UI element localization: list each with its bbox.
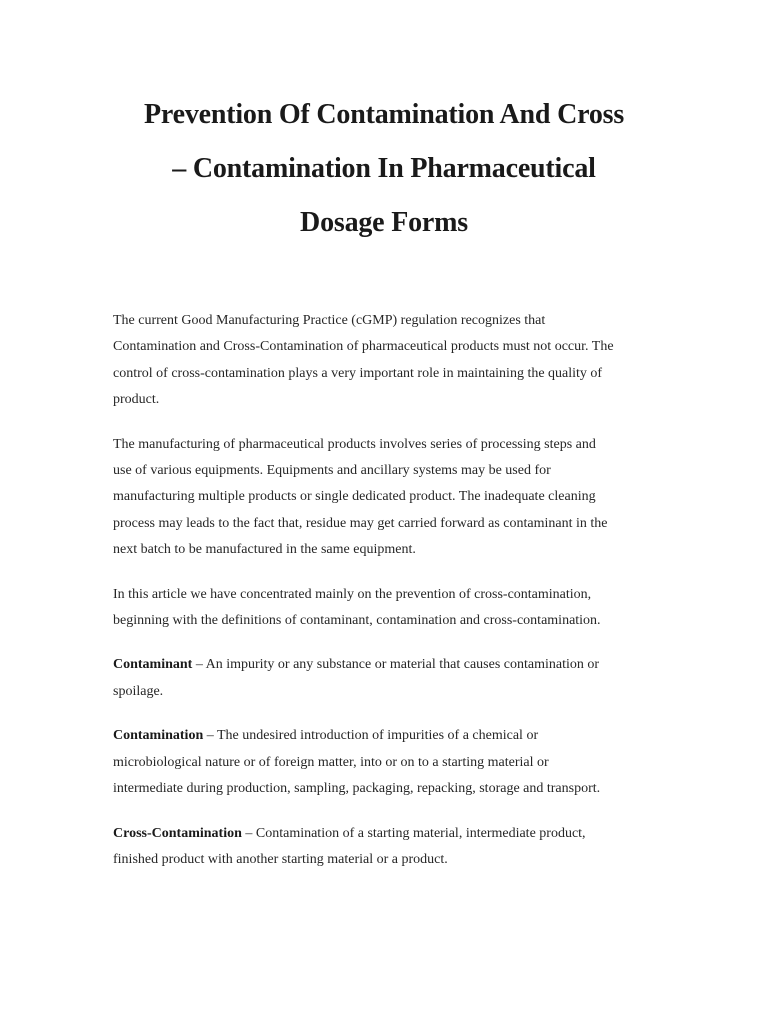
definition-term: Contamination xyxy=(113,728,204,744)
text-line: Contamination and Cross-Contamination of pharmaceutical products must not occur. The xyxy=(113,339,614,355)
text-line: intermediate during production, sampling, packaging, repacking, storage and transport. xyxy=(113,781,601,797)
definition-contamination xyxy=(113,723,661,802)
document-title xyxy=(100,88,668,250)
definition-contaminant xyxy=(113,652,661,705)
text-line: use of various equipments. Equipments and ancillary systems may be used for xyxy=(113,463,551,479)
title-line: Prevention Of Contamination And Cross xyxy=(143,99,625,130)
text-line: The manufacturing of pharmaceutical products involves series of processing steps and xyxy=(113,436,596,452)
text-line: beginning with the definitions of contaminant, contamination and cross-contamination. xyxy=(113,613,601,629)
text-line: The current Good Manufacturing Practice (cGMP) regulation recognizes that xyxy=(113,313,546,328)
text-line: process may leads to the fact that, residue may get carried forward as contaminant in the xyxy=(113,515,608,531)
definition-cross-contamination xyxy=(113,821,661,874)
definition-term: Contaminant xyxy=(113,657,193,673)
text-line xyxy=(113,723,661,749)
text-line xyxy=(113,821,661,847)
text-line: next batch to be manufactured in the same equipment. xyxy=(113,542,416,558)
text-line xyxy=(113,652,661,678)
text-line: spoilage. xyxy=(113,683,164,699)
title-line: – Contamination In Pharmaceutical xyxy=(172,153,596,184)
text-line: control of cross-contamination plays a very important role in maintaining the quality of xyxy=(113,365,603,381)
text-line: manufacturing multiple products or single dedicated product. The inadequate cleaning xyxy=(113,489,596,505)
text-line: In this article we have concentrated mainly on the prevention of cross-contamination, xyxy=(113,586,592,602)
text-line: microbiological nature or of foreign matter, into or on to a starting material or xyxy=(113,754,549,770)
title-line: Dosage Forms xyxy=(300,207,468,238)
scope-paragraph xyxy=(113,582,661,635)
definition-text: – The undesired introduction of impurities of a chemical or xyxy=(203,728,539,744)
intro-paragraph xyxy=(113,308,661,414)
manufacturing-paragraph xyxy=(113,432,661,564)
definition-term: Cross-Contamination xyxy=(113,825,242,841)
definition-text: – Contamination of a starting material, intermediate product, xyxy=(241,825,586,841)
document-body xyxy=(113,308,661,891)
text-line: product. xyxy=(113,392,160,408)
definition-text: – An impurity or any substance or material that causes contamination or xyxy=(192,657,600,673)
text-line: finished product with another starting material or a product. xyxy=(113,851,448,867)
